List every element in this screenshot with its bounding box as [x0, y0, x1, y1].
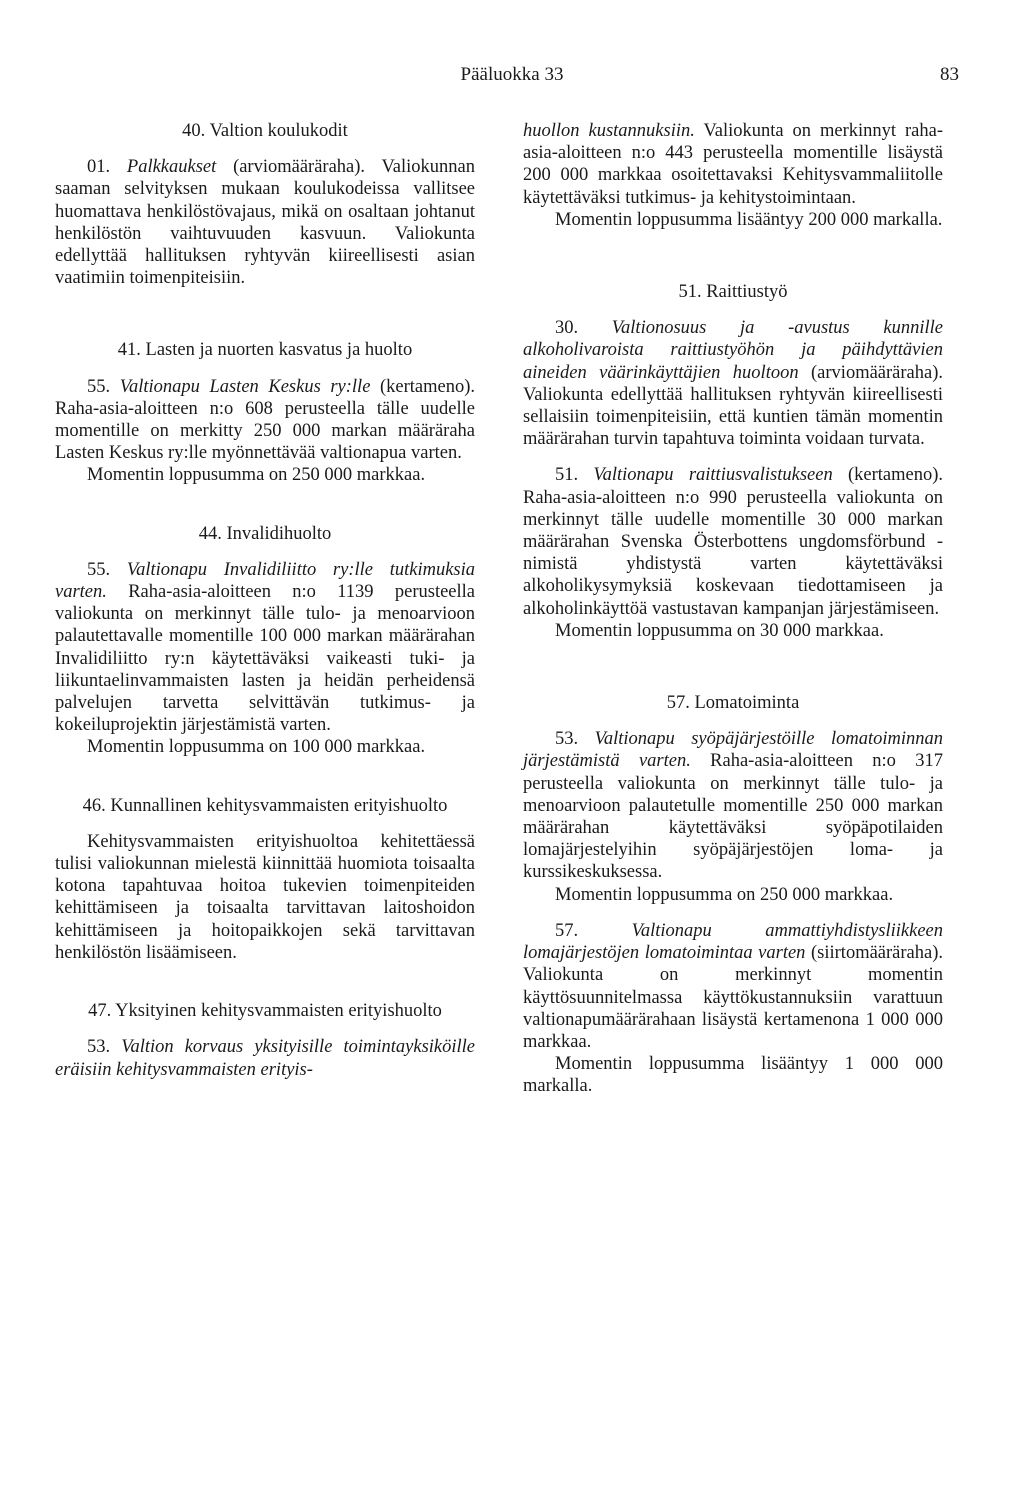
paragraph: 51. Valtionapu raittiusvalistukseen (kertameno). Raha-asia-aloitteen n:o 990 perusteella valiokunta on merkinnyt tälle uudelle momentille 30 000 markan määrärahan Svenska Österbottens ungdomsförbund -nimistä yhdistystä varten käytettäväksi alkoholikysymyksiä koskevaan tiedottamiseen ja alkoholinkäyttöä vastustavan kampanjan järjestämiseen.: [523, 465, 943, 619]
paragraph: 53. Valtion korvaus yksityisille toimintayksiköille eräisiin kehitysvammaisten erityis-: [55, 1037, 475, 1080]
momentin-loppusumma: Momentin loppusumma lisääntyy 1 000 000 markalla.: [523, 1054, 943, 1097]
section-heading: 57. Lomatoiminta: [666, 693, 800, 714]
section-heading: 40. Valtion koulukodit: [182, 121, 348, 141]
running-title: Pääluokka 33: [460, 64, 564, 85]
section-47: [55, 1000, 475, 1081]
section-heading: 47. Yksityinen kehitysvammaisten erityishuolto: [88, 1001, 442, 1022]
section-51: [523, 281, 943, 642]
section-44: [55, 523, 475, 759]
section-heading: 41. Lasten ja nuorten kasvatus ja huolto: [117, 340, 413, 361]
section-46: [55, 795, 475, 964]
paragraph: 01. Palkkaukset (arviomääräraha). Valiokunnan saaman selvityksen mukaan koulukodeissa vallitsee huomattava henkilöstövajaus, mikä on osaltaan johtanut henkilöstön vaihtuvuuden kasvuun. Valiokunta edellyttää hallituksen ryhtyvän kiireellisesti asian vaatimiin toimenpiteisiin.: [55, 157, 475, 289]
section-heading: 46. Kunnallinen kehitysvammaisten erityishuolto: [82, 795, 448, 816]
momentin-loppusumma: Momentin loppusumma lisääntyy 200 000 markalla.: [555, 209, 943, 230]
section-40: [55, 120, 475, 289]
paragraph: 55. Valtionapu Lasten Keskus ry:lle (kertameno). Raha-asia-aloitteen n:o 608 perusteella tälle uudelle momentille on merkitty 250 000 markan määräraha Lasten Keskus ry:lle myönnettävää valtionapua varten.: [55, 376, 475, 464]
paragraph: huollon kustannuksiin. Valiokunta on merkinnyt raha-asia-aloitteen n:o 443 perusteella momentille lisäystä 200 000 markkaa osoitettavaksi Kehitysvammaliitolle käytettäväksi tutkimus- ja kehitystoimintaan.: [523, 121, 943, 208]
section-heading: 51. Raittiustyö: [678, 282, 788, 303]
page-number: 83: [940, 64, 959, 85]
right-column: [523, 120, 943, 1098]
momentin-loppusumma: Momentin loppusumma on 100 000 markkaa.: [87, 737, 426, 758]
momentin-loppusumma: Momentin loppusumma on 250 000 markkaa.: [87, 465, 426, 486]
paragraph: 53. Valtionapu syöpäjärjestöille lomatoiminnan järjestämistä varten. Raha-asia-aloitteen n:o 317 perusteella valiokunta on merkinnyt tälle tulo- ja menoarvioon palautetulle momentille 250 000 markan määrärahan käytettäväksi syöpäpotilaiden lomajärjestelyihin syöpäjärjestöjen loma- ja kurssikeskuksessa.: [523, 729, 943, 883]
paragraph: Kehitysvammaisten erityishuoltoa kehitettäessä tulisi valiokunnan mielestä kiinnittää huomiota toisaalta kotona tapahtuvaa hoitoa tukevien toimenpiteiden kehittämiseen ja toisaalta tarvittavan laitoshoidon kehittämiseen ja hoitopaikkojen sekä tarvittavan henkilöstön lisäämiseen.: [55, 831, 475, 963]
left-column: [55, 120, 475, 1081]
section-heading: 44. Invalidihuolto: [198, 523, 332, 544]
section-47-continued: [523, 120, 943, 231]
paragraph: 30. Valtionosuus ja -avustus kunnille alkoholivaroista raittiustyöhön ja päihdyttävien aineiden väärinkäyttäjien huoltoon (arviomääräraha). Valiokunta edellyttää hallituksen ryhtyvän kiireellisesti sellaisiin toimenpiteisiin, että kuntien tämän momentin määrärahan turvin tapahtuva toiminta voidaan turvata.: [523, 318, 944, 450]
momentin-loppusumma: Momentin loppusumma on 250 000 markkaa.: [555, 884, 894, 905]
paragraph: 57. Valtionapu ammattiyhdistysliikkeen lomajärjestöjen lomatoimintaa varten (siirtomääräraha). Valiokunta on merkinnyt momentin käyttösuunnitelmassa käyttökustannuksiin varattuun valtionapumäärärahaan lisäystä kertamenona 1 000 000 markkaa.: [523, 920, 943, 1052]
paragraph: 55. Valtionapu Invalidiliitto ry:lle tutkimuksia varten. Raha-asia-aloitteen n:o 1139 perusteella valiokunta on merkinnyt tälle tulo- ja menoarvioon palautettavalle momentille 100 000 markan määrärahan Invalidiliitto ry:n käytettäväksi vaikeasti tuki- ja liikuntaelinvammaisten lasten ja heidän perheidensä palvelujen tarvetta selvittävän tutkimus- ja kokeiluprojektin järjestämistä varten.: [55, 559, 476, 736]
momentin-loppusumma: Momentin loppusumma on 30 000 markkaa.: [555, 620, 884, 641]
section-41: [55, 339, 475, 486]
section-57: [523, 692, 943, 1097]
